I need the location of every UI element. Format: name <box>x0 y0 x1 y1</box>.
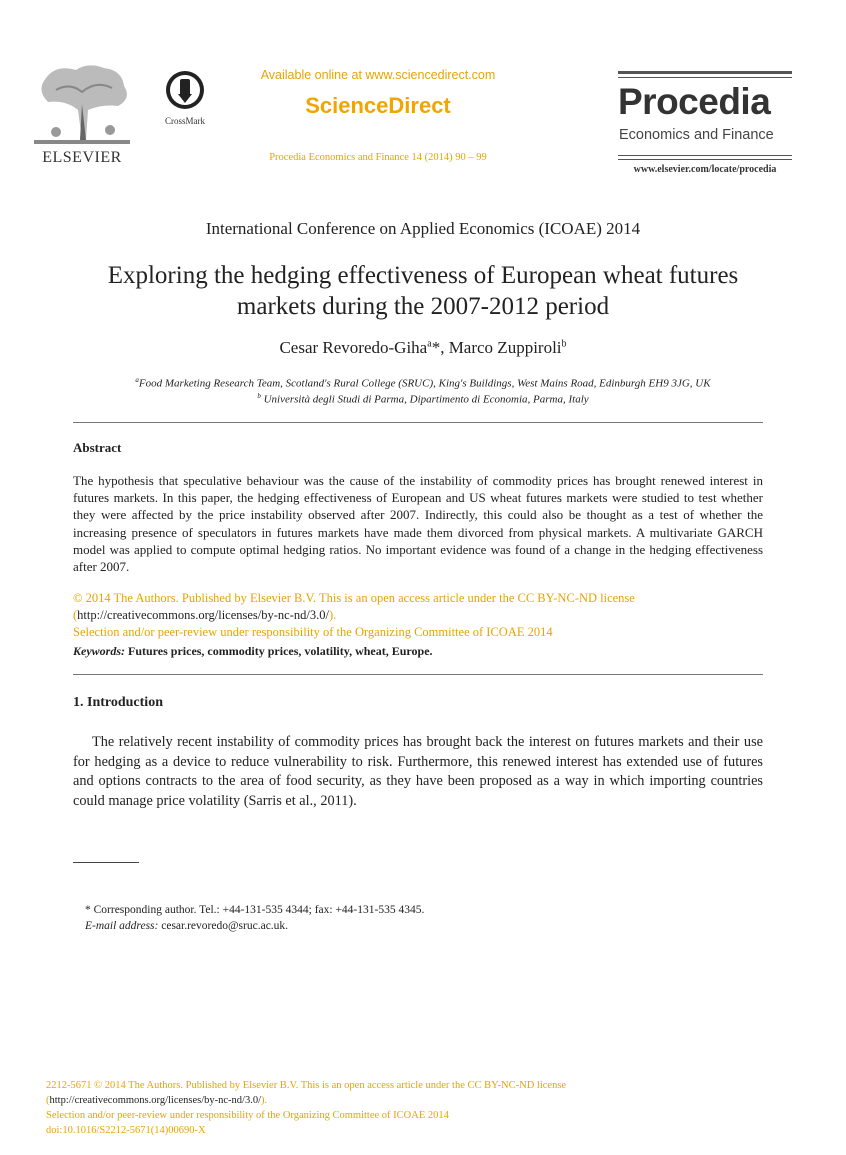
affiliation-marker: b <box>257 392 261 400</box>
divider <box>618 155 792 156</box>
affiliation-marker: a <box>135 376 139 384</box>
title-line: markets during the 2007-2012 period <box>236 293 610 320</box>
divider <box>618 159 792 160</box>
affiliation-text: Università degli Studi di Parma, Dipartimento di Economia, Parma, Italy <box>260 393 589 406</box>
procedia-url[interactable]: www.elsevier.com/locate/procedia <box>633 164 777 175</box>
abstract-heading: Abstract <box>73 440 122 455</box>
license-notice <box>73 590 763 641</box>
procedia-logo <box>618 71 792 181</box>
title-line: Exploring the hedging effectiveness of European wheat futures <box>107 262 739 289</box>
email-label: E-mail address: <box>85 920 159 932</box>
publisher-name: ELSEVIER <box>42 149 122 166</box>
elsevier-logo <box>26 60 138 168</box>
author-name: Cesar Revoredo-Giha <box>279 338 428 357</box>
page-footer <box>46 1078 746 1138</box>
paren: ( <box>46 1095 50 1106</box>
corresponding-author-footnote: * Corresponding author. Tel.: +44-131-535 4344; fax: +44-131-535 4345. <box>85 904 425 916</box>
keywords-list: Futures prices, commodity prices, volatility, wheat, Europe. <box>125 644 433 658</box>
corresponding-mark: *, <box>431 338 449 357</box>
peer-review-text: Selection and/or peer-review under responsibility of the Organizing Committee of ICOAE 2014 <box>73 625 553 639</box>
author-name: Marco Zuppiroli <box>448 338 562 357</box>
divider <box>618 71 792 74</box>
paren: ). <box>328 608 337 622</box>
procedia-name: Procedia <box>618 81 771 122</box>
license-url-line <box>73 607 763 624</box>
footer-license-link[interactable]: http://creativecommons.org/licenses/by-nc-nd/3.0/ <box>49 1095 262 1106</box>
email-footnote <box>85 920 288 932</box>
license-link[interactable]: http://creativecommons.org/licenses/by-nc-nd/3.0/ <box>77 608 329 622</box>
crossmark-icon <box>165 70 205 110</box>
paren: ). <box>261 1095 268 1106</box>
available-online-text[interactable]: Available online at www.sciencedirect.com <box>260 68 496 82</box>
affiliation-text: Food Marketing Research Team, Scotland's Rural College (SRUC), King's Buildings, West Mains Road, Edinburgh EH9 3JG, UK <box>138 377 711 390</box>
paren: ( <box>73 608 78 622</box>
affiliation-marker: b <box>561 338 567 350</box>
procedia-subtitle: Economics and Finance <box>619 127 774 143</box>
keywords-label: Keywords: <box>73 644 125 658</box>
footer-license: 2212-5671 © 2014 The Authors. Published by Elsevier B.V. This is an open access article under the CC BY-NC-ND license <box>46 1080 567 1091</box>
divider <box>73 674 763 675</box>
crossmark-badge[interactable] <box>160 70 210 125</box>
divider <box>618 77 792 78</box>
keywords <box>73 644 763 659</box>
footer-url-line <box>46 1093 746 1108</box>
author-list <box>0 338 846 358</box>
section-body: The relatively recent instability of commodity prices has brought back the interest on futures markets and their use for hedging as a device to reduce vulnerability to risk. Furthermore, this renewed interest has extended use of futures and options contracts to the area of food security, as they have been proposed as a way in which importing countries could manage price volatility (Sarris et al., 2011). <box>73 734 763 809</box>
section-heading: 1. Introduction <box>73 695 163 710</box>
divider <box>73 422 763 423</box>
journal-reference: Procedia Economics and Finance 14 (2014) 90 – 99 <box>269 152 487 163</box>
footnote-divider <box>73 862 139 863</box>
conference-name: International Conference on Applied Economics (ICOAE) 2014 <box>205 219 641 238</box>
sciencedirect-logo[interactable]: ScienceDirect <box>305 93 451 118</box>
affiliation-a <box>0 376 846 390</box>
abstract-body: The hypothesis that speculative behaviour was the cause of the instability of commodity prices has brought renewed interest in futures markets. In this paper, the hedging effectiveness of European and US wheat futures markets were studied to test whether they were affected by the price instability observed after 2007. Indirectly, this could also be thought as a test of whether the increasing presence of speculators in futures markets have made them divorced from physical markets. A multivariate GARCH model was applied to compute optimal hedging ratios. No important evidence was found of a change in the hedging effectiveness after 2007. <box>73 473 763 575</box>
license-text: © 2014 The Authors. Published by Elsevier B.V. This is an open access article under the CC BY-NC-ND license <box>73 591 635 605</box>
email-address[interactable]: cesar.revoredo@sruc.ac.uk. <box>158 920 289 932</box>
affiliation-marker: a <box>427 338 432 350</box>
paper-title <box>70 260 776 322</box>
footer-doi[interactable]: doi:10.1016/S2212-5671(14)00690-X <box>46 1125 206 1136</box>
elsevier-tree-icon <box>26 60 138 148</box>
footer-peer-review: Selection and/or peer-review under responsibility of the Organizing Committee of ICOAE 2014 <box>46 1110 449 1121</box>
affiliation-b <box>0 392 846 406</box>
crossmark-label: CrossMark <box>165 116 205 126</box>
